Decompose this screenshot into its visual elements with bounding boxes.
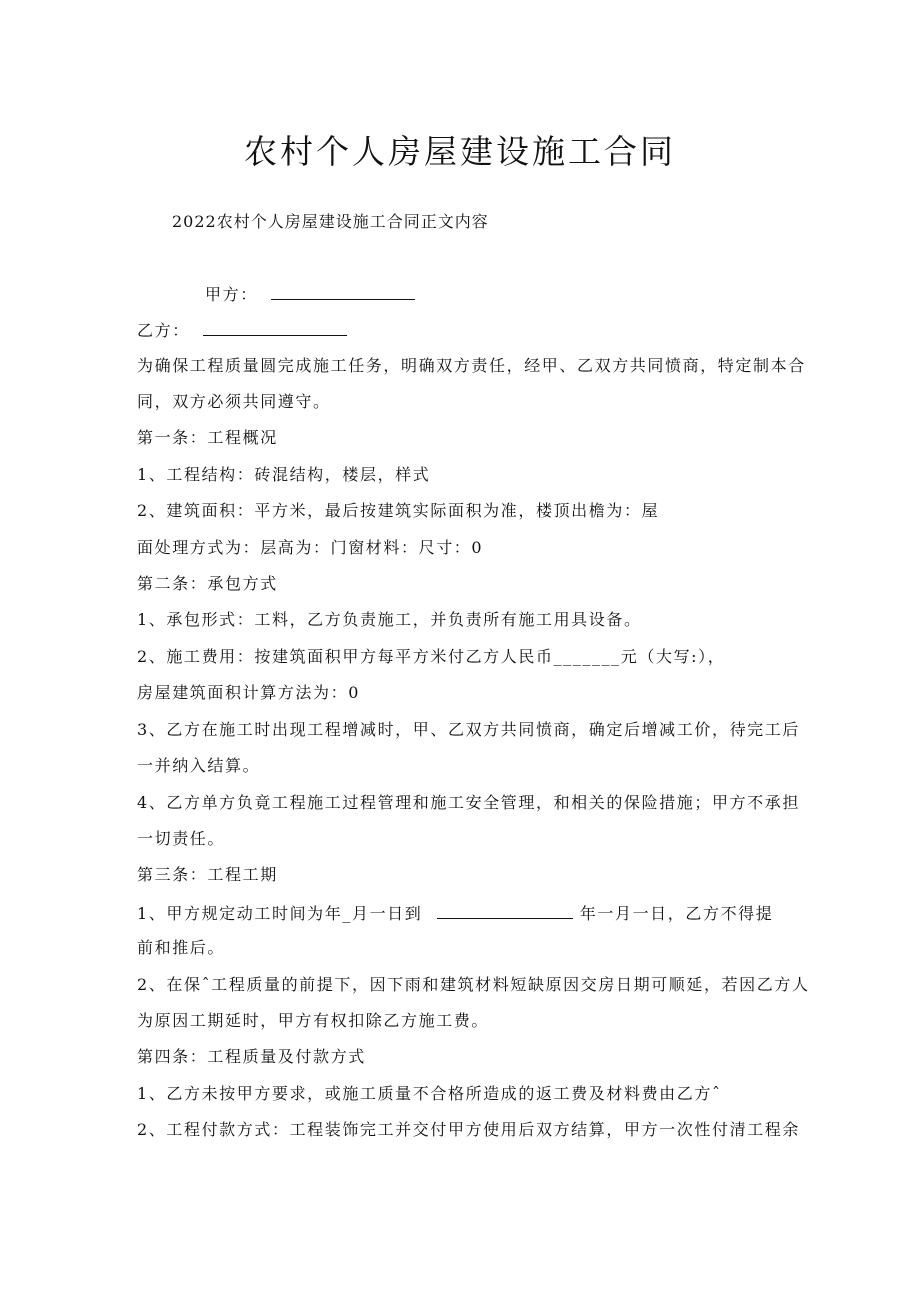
party-b-line [137, 319, 347, 341]
paragraph-line: 1、承包形式：工料，乙方负责施工，并负责所有施工用具设备。 [137, 610, 642, 629]
paragraph-line: 3、乙方在施工时出现工程增减时，甲、乙双方共同愤商，确定后增减工价，待完工后 [137, 720, 800, 739]
paragraph-line: 为原因工期延时，甲方有权扣除乙方施工费。 [137, 1011, 490, 1030]
document-title: 农村个人房屋建设施工合同 [244, 132, 676, 171]
paragraph-line: 2、建筑面积：平方米，最后按建筑实际面积为准，楼顶出檐为：屋 [137, 501, 660, 520]
paragraph-line: 一切责任。 [137, 829, 226, 848]
paragraph-line: 同，双方必须共同遵守。 [137, 392, 331, 411]
party-a-line [205, 283, 415, 305]
party-b-blank [203, 319, 347, 336]
article-heading: 第二条：承包方式 [137, 574, 278, 593]
paragraph-line: 1、工程结构：砖混结构，楼层，样式 [137, 465, 431, 484]
schedule-line [137, 902, 773, 924]
article-heading: 第四条：工程质量及付款方式 [137, 1047, 366, 1066]
paragraph-line: 1、乙方未按甲方要求，或施工质量不合格所造成的返工费及材料费由乙方ˆ [137, 1084, 722, 1103]
paragraph-line: 4、乙方单方负竟工程施工过程管理和施工安全管理，和相关的保险措施；甲方不承担 [137, 793, 800, 812]
paragraph-line: 为确保工程质量圆完成施工任务，明确双方责任，经甲、乙双方共同愤商，特定制本合 [137, 356, 806, 375]
document-subtitle: 2022农村个人房屋建设施工合同正文内容 [172, 212, 489, 231]
schedule-blank [437, 902, 573, 919]
article-heading: 第三条：工程工期 [137, 865, 278, 884]
paragraph-line: 一并纳入结算。 [137, 756, 261, 775]
party-a-blank [271, 283, 415, 300]
paragraph-line: 2、在保ˆ工程质量的前提下，因下雨和建筑材料短缺原因交房日期可顺延，若因乙方人 [137, 975, 810, 994]
article-heading: 第一条：工程概况 [137, 428, 278, 447]
schedule-text-before: 1、甲方规定动工时间为年_月一日到 [137, 904, 423, 923]
party-a-label: 甲方： [205, 285, 258, 304]
schedule-text-after: 年一月一日，乙方不得提 [579, 904, 774, 923]
paragraph-line: 2、工程付款方式：工程装饰完工并交付甲方使用后双方结算，甲方一次性付清工程余 [137, 1120, 800, 1139]
paragraph-line: 面处理方式为：层高为：门窗材料：尺寸：0 [137, 538, 484, 557]
paragraph-line: 2、施工费用：按建筑面积甲方每平方米付乙方人民币_______元（大写:）， [137, 647, 726, 666]
paragraph-line: 房屋建筑面积计算方法为：0 [137, 683, 360, 702]
paragraph-line: 前和推后。 [137, 938, 226, 957]
party-b-label: 乙方： [137, 321, 190, 340]
